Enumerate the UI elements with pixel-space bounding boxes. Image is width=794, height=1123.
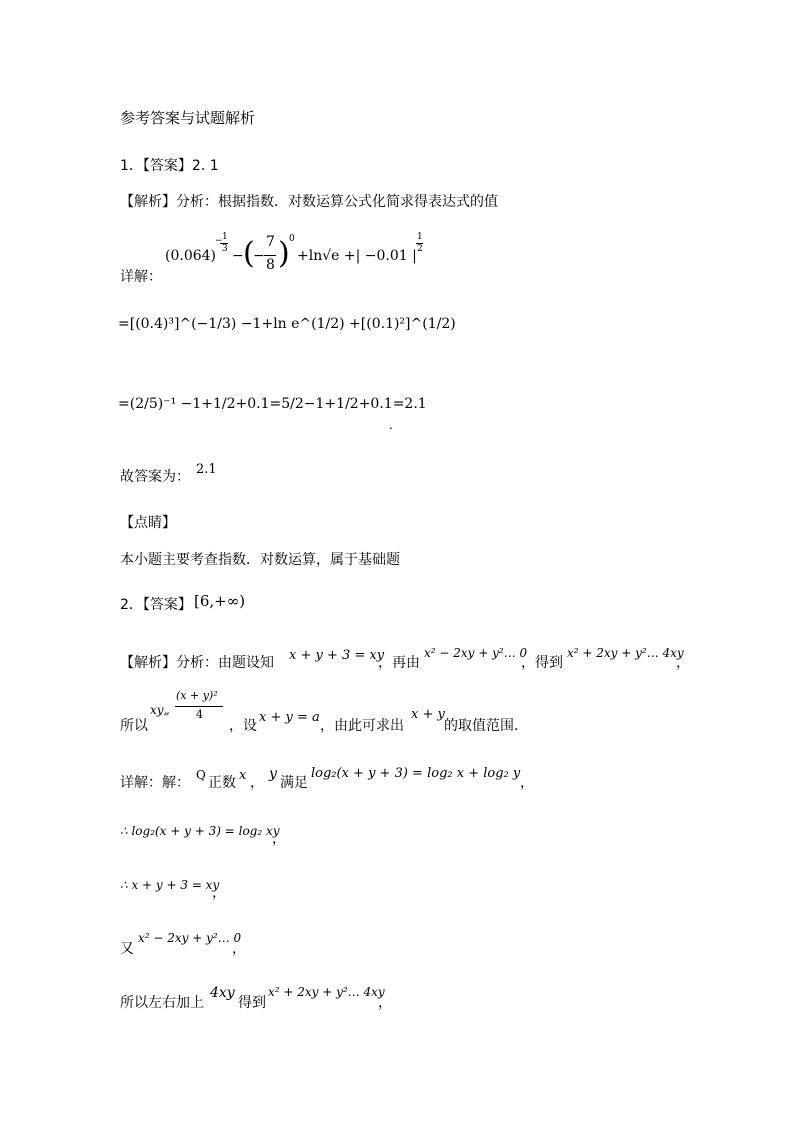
q2-answer-label: 2．【答案】 — [120, 597, 192, 613]
page-title: 参考答案与试题解析 — [120, 109, 256, 127]
q1-ln-part: +ln√e +| −0.01 | — [297, 248, 417, 264]
q1-exp-num: 1 — [222, 232, 228, 242]
q2-add-a: 所以左右加上 — [120, 995, 204, 1011]
q1-zero-exp: 0 — [289, 234, 295, 244]
q2-therefore2: ∴ x + y + 3 = xy — [120, 878, 220, 892]
q1-exp-den: 3 — [222, 244, 228, 254]
q1-frac-bar — [264, 255, 276, 256]
q2-detail-d: ， — [520, 775, 534, 791]
q1-line2: =[(0.4)³]^(−1/3) −1+ln e^(1/2) +[(0.1)²]^(1/2) — [118, 316, 456, 332]
q1-detail-label: 详解： — [120, 269, 162, 285]
q1-point-label: 【点睛】 — [120, 515, 176, 531]
q2-detail-b: 正数 — [208, 775, 236, 791]
q2-ineq4: x² + 2xy + y²… 4xy — [268, 985, 385, 999]
q1-final-value: 2.1 — [196, 462, 217, 477]
q2-set-a: ，设 — [229, 718, 257, 734]
q2-add-4xy: 4xy — [210, 985, 235, 1001]
q2-analysis-b: ，再由 — [378, 655, 420, 671]
q2-eq1: x + y + 3 = xy — [289, 648, 385, 663]
q2-var-y: y — [269, 766, 277, 782]
q2-t2-end: ， — [212, 885, 226, 901]
q2-ineq1: x² − 2xy + y²… 0 — [424, 646, 528, 660]
q2-also: 又 — [120, 941, 134, 957]
q2-add-b: 得到 — [238, 995, 266, 1011]
q2-set-eq: x + y = a — [259, 710, 320, 725]
q1-point-text: 本小题主要考查指数．对数运算，属于基础题 — [120, 552, 400, 568]
q2-set-expr: x + y — [411, 707, 445, 722]
q1-answer: 1．【答案】2. 1 — [120, 158, 219, 174]
q1-rparen: ) — [278, 236, 290, 271]
q2-so-label: 所以 — [120, 718, 148, 734]
q1-frac-num: 7 — [266, 234, 275, 250]
q1-exp-minus: − — [215, 236, 223, 246]
q2-detail-a: 详解：解： — [120, 775, 190, 791]
q2-analysis-c: ，得到 — [521, 655, 563, 671]
q2-answer-value: [6,+∞) — [194, 592, 246, 610]
q2-set-c: 的取值范围． — [444, 718, 528, 734]
q1-analysis: 【解析】分析：根据指数．对数运算公式化简求得表达式的值 — [120, 194, 498, 210]
q2-ineq3: x² − 2xy + y²… 0 — [138, 931, 242, 945]
q2-var-x: x — [239, 768, 247, 783]
q2-because: Q — [196, 768, 206, 782]
q1-half-den: 2 — [417, 244, 423, 254]
q2-frac-num: (x + y)² — [176, 689, 218, 702]
q1-minus-sign: − — [232, 248, 244, 264]
q2-therefore1: ∴ log₂(x + y + 3) = log₂ xy — [120, 824, 280, 838]
q1-lparen: ( — [243, 236, 255, 271]
q1-half-num: 1 — [417, 232, 423, 242]
q2-also-end: ， — [232, 941, 246, 957]
q2-analysis-a: 【解析】分析：由题设知 — [120, 655, 274, 671]
q2-frac-bar — [175, 706, 223, 707]
q1-inner-minus: − — [253, 248, 265, 264]
q1-frac-den: 8 — [266, 257, 275, 273]
q2-comma: ， — [250, 775, 264, 791]
q2-frac-den: 4 — [196, 708, 203, 721]
q2-xy-le: xy„ — [150, 703, 170, 717]
q2-analysis-d: ， — [676, 655, 690, 671]
q1-expr-base: (0.064) — [165, 248, 217, 264]
q1-line3-period: . — [389, 418, 393, 432]
q2-add-end: ， — [378, 995, 392, 1011]
q1-final-label: 故答案为： — [120, 469, 190, 485]
q2-ineq2: x² + 2xy + y²… 4xy — [567, 646, 684, 660]
q2-set-b: ，由此可求出 — [320, 718, 404, 734]
q2-t1-end: ， — [272, 831, 286, 847]
q1-line3: =(2/5)⁻¹ −1+1/2+0.1=5/2−1+1/2+0.1=2.1 — [118, 396, 427, 412]
q2-log-eq: log₂(x + y + 3) = log₂ x + log₂ y — [311, 766, 521, 781]
q2-detail-c: 满足 — [280, 775, 308, 791]
